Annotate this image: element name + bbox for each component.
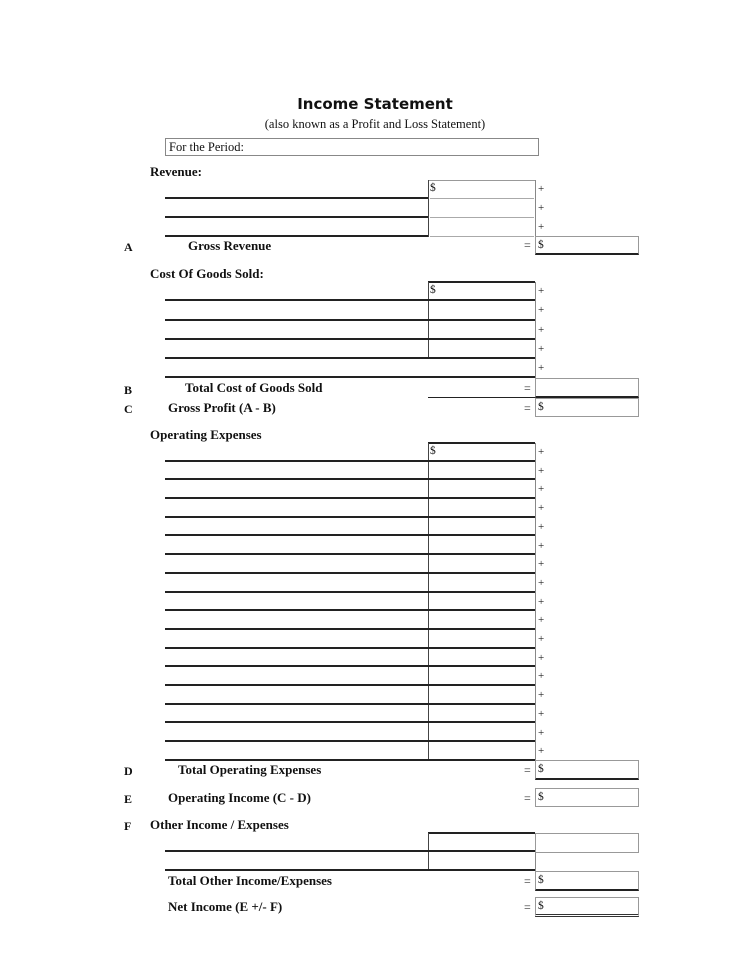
- gross-revenue-letter: A: [124, 240, 133, 254]
- plus-sign: +: [538, 202, 545, 214]
- plus-sign: +: [538, 362, 545, 375]
- column-divider: [535, 180, 536, 237]
- plus-sign: +: [538, 183, 545, 195]
- line-item-amount-field[interactable]: [430, 687, 534, 704]
- plus-sign: +: [538, 304, 545, 317]
- line-item-amount-field[interactable]: $: [430, 181, 534, 199]
- line-item-description-field[interactable]: [165, 218, 428, 237]
- opex-total-label: Total Operating Expenses: [178, 762, 322, 777]
- plus-sign: +: [538, 745, 545, 758]
- plus-sign: +: [538, 323, 545, 336]
- operating-income-letter: E: [124, 792, 133, 806]
- plus-sign: +: [538, 614, 545, 627]
- line-item-description-field[interactable]: [165, 359, 535, 378]
- line-item-amount-field[interactable]: $: [430, 284, 436, 296]
- line-item-amount-field[interactable]: [430, 556, 534, 573]
- plus-sign: +: [538, 595, 545, 608]
- opex-total-letter: D: [124, 764, 133, 778]
- column-divider: [535, 443, 536, 761]
- plus-sign: +: [538, 464, 545, 477]
- line-item-amount-field[interactable]: [430, 341, 534, 358]
- line-item-amount-field[interactable]: [430, 612, 534, 629]
- line-item-amount-field[interactable]: [430, 500, 534, 517]
- line-item-amount-field[interactable]: [430, 322, 534, 339]
- line-item-amount-field[interactable]: [430, 743, 534, 760]
- plus-sign: +: [538, 446, 545, 458]
- net-income-label: Net Income (E +/- F): [168, 899, 283, 914]
- plus-sign: +: [538, 558, 545, 571]
- equals-sign: =: [524, 763, 531, 777]
- gross-revenue-total-field[interactable]: $: [535, 236, 639, 255]
- line-item-amount-field[interactable]: [430, 631, 534, 648]
- line-item-amount-field[interactable]: [430, 538, 534, 555]
- cogs-heading: Cost Of Goods Sold:: [150, 266, 264, 281]
- period-field[interactable]: For the Period:: [165, 138, 539, 156]
- cogs-total-field[interactable]: [535, 378, 639, 398]
- plus-sign: +: [538, 520, 545, 533]
- opex-total-field[interactable]: $: [535, 760, 639, 780]
- plus-sign: +: [538, 342, 545, 355]
- plus-sign: +: [538, 221, 545, 233]
- operating-income-label: Operating Income (C - D): [168, 790, 311, 805]
- line-item-amount-field[interactable]: [430, 668, 534, 685]
- other-heading: Other Income / Expenses: [150, 817, 289, 832]
- gross-profit-letter: C: [124, 402, 133, 416]
- plus-sign: +: [538, 483, 545, 496]
- column-divider: [535, 282, 536, 379]
- plus-sign: +: [538, 576, 545, 589]
- cogs-total-label: Total Cost of Goods Sold: [185, 380, 323, 395]
- line-item-amount-field[interactable]: [430, 575, 534, 592]
- line-item-amount-field[interactable]: [430, 481, 534, 498]
- page-subtitle: (also known as a Profit and Loss Statement): [264, 117, 486, 131]
- divider: [428, 397, 535, 398]
- operating-expenses-heading: Operating Expenses: [150, 427, 262, 442]
- plus-sign: +: [538, 726, 545, 739]
- other-amount-field[interactable]: [535, 833, 639, 853]
- plus-sign: +: [538, 651, 545, 664]
- line-item-description-field[interactable]: [165, 180, 428, 199]
- line-item-amount-field[interactable]: [430, 519, 534, 536]
- line-item-amount-field[interactable]: $: [430, 445, 436, 457]
- equals-sign: =: [524, 900, 531, 914]
- line-item-amount-field[interactable]: [430, 834, 534, 851]
- plus-sign: +: [538, 502, 545, 515]
- gross-revenue-label: Gross Revenue: [188, 238, 272, 253]
- cogs-total-letter: B: [124, 383, 133, 397]
- net-income-field[interactable]: $: [535, 897, 639, 917]
- equals-sign: =: [524, 238, 531, 252]
- plus-sign: +: [538, 707, 545, 720]
- other-total-field[interactable]: $: [535, 871, 639, 891]
- plus-sign: +: [538, 689, 545, 702]
- line-item-description-field[interactable]: [165, 199, 428, 218]
- revenue-heading: Revenue:: [150, 164, 202, 179]
- line-item-amount-field[interactable]: [430, 302, 534, 319]
- line-item-amount-field[interactable]: [430, 650, 534, 667]
- other-total-label: Total Other Income/Expenses: [168, 873, 332, 888]
- equals-sign: =: [524, 874, 531, 888]
- other-letter: F: [124, 819, 132, 833]
- line-item-amount-field[interactable]: [430, 853, 534, 870]
- line-item-amount-field[interactable]: [430, 219, 534, 237]
- equals-sign: =: [524, 791, 531, 805]
- gross-profit-label: Gross Profit (A - B): [168, 400, 276, 415]
- line-item-amount-field[interactable]: [430, 725, 534, 742]
- equals-sign: =: [524, 381, 531, 395]
- plus-sign: +: [538, 633, 545, 645]
- operating-income-field[interactable]: $: [535, 788, 639, 807]
- plus-sign: +: [538, 670, 545, 683]
- equals-sign: =: [524, 401, 531, 415]
- line-item-amount-field[interactable]: [430, 200, 534, 218]
- plus-sign: +: [538, 539, 545, 552]
- gross-profit-field[interactable]: $: [535, 398, 639, 417]
- column-divider: [428, 180, 429, 237]
- line-item-amount-field[interactable]: [430, 594, 534, 611]
- line-item-amount-field[interactable]: [430, 463, 534, 480]
- plus-sign: +: [538, 285, 545, 297]
- page-title: Income Statement: [297, 95, 453, 113]
- line-item-amount-field[interactable]: [430, 706, 534, 723]
